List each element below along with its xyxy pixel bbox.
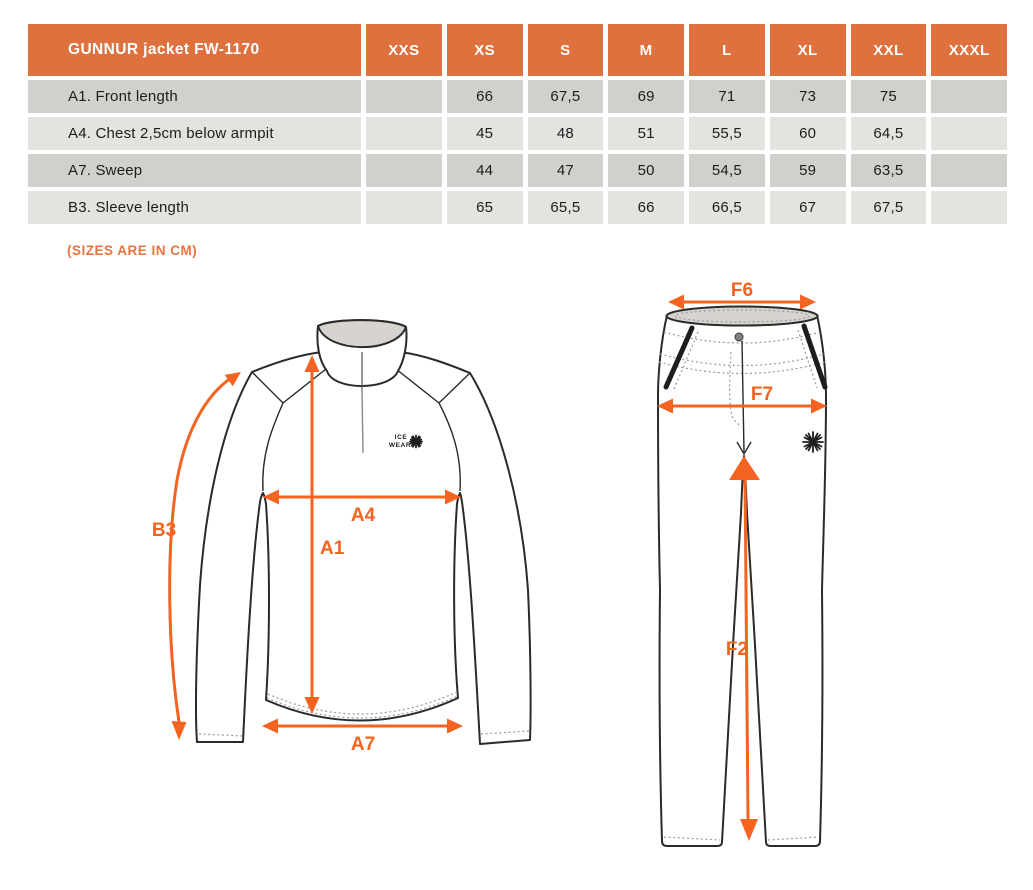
jacket-body <box>196 349 531 744</box>
sizes-in-cm-note: (SIZES ARE IN CM) <box>67 243 198 258</box>
pants-diagram <box>645 275 845 865</box>
table-cell: 47 <box>528 154 604 187</box>
waistband-top <box>667 307 818 326</box>
f7-label: F7 <box>750 384 774 405</box>
a4-label: A4 <box>350 505 376 526</box>
jacket-diagram <box>140 300 570 770</box>
size-header-xxl: XXL <box>851 24 927 76</box>
snowflake-icon <box>410 436 422 448</box>
table-cell <box>366 117 442 150</box>
table-cell: 66 <box>447 80 523 113</box>
f2-label: F2 <box>725 639 749 660</box>
table-cell: 55,5 <box>689 117 765 150</box>
table-cell <box>366 154 442 187</box>
row-label-front-length: A1. Front length <box>28 80 361 113</box>
row-label-chest: A4. Chest 2,5cm below armpit <box>28 117 361 150</box>
table-cell: 59 <box>770 154 846 187</box>
size-header-m: M <box>608 24 684 76</box>
table-cell: 63,5 <box>851 154 927 187</box>
table-cell: 65 <box>447 191 523 224</box>
table-cell: 44 <box>447 154 523 187</box>
zipper-line <box>362 390 363 453</box>
waist-button <box>735 333 743 341</box>
table-cell: 45 <box>447 117 523 150</box>
size-header-s: S <box>528 24 604 76</box>
row-label-sweep: A7. Sweep <box>28 154 361 187</box>
table-cell: 71 <box>689 80 765 113</box>
table-cell <box>366 191 442 224</box>
table-cell: 60 <box>770 117 846 150</box>
size-header-l: L <box>689 24 765 76</box>
size-header-xs: XS <box>447 24 523 76</box>
table-cell <box>931 117 1007 150</box>
pants-body <box>658 315 826 846</box>
table-cell: 75 <box>851 80 927 113</box>
table-cell: 50 <box>608 154 684 187</box>
a7-label: A7 <box>350 734 376 755</box>
table-title: GUNNUR jacket FW-1170 <box>28 24 361 76</box>
table-cell: 67,5 <box>528 80 604 113</box>
table-cell <box>931 154 1007 187</box>
table-cell: 66,5 <box>689 191 765 224</box>
table-cell: 67,5 <box>851 191 927 224</box>
size-header-xl: XL <box>770 24 846 76</box>
f6-label: F6 <box>730 280 754 301</box>
a1-label: A1 <box>320 538 345 559</box>
table-cell <box>366 80 442 113</box>
table-cell: 65,5 <box>528 191 604 224</box>
table-cell <box>931 80 1007 113</box>
snowflake-icon <box>803 432 823 452</box>
logo-text-ice: ICE <box>394 434 408 441</box>
table-cell: 54,5 <box>689 154 765 187</box>
table-cell: 66 <box>608 191 684 224</box>
size-table <box>28 24 1007 224</box>
table-cell: 48 <box>528 117 604 150</box>
table-cell: 67 <box>770 191 846 224</box>
size-header-xxxl: XXXL <box>931 24 1007 76</box>
row-label-sleeve-length: B3. Sleeve length <box>28 191 361 224</box>
table-cell <box>931 191 1007 224</box>
size-header-xxs: XXS <box>366 24 442 76</box>
table-cell: 64,5 <box>851 117 927 150</box>
logo-text-wear: WEAR <box>388 442 412 449</box>
b3-label: B3 <box>151 520 177 541</box>
table-cell: 73 <box>770 80 846 113</box>
table-cell: 69 <box>608 80 684 113</box>
table-cell: 51 <box>608 117 684 150</box>
